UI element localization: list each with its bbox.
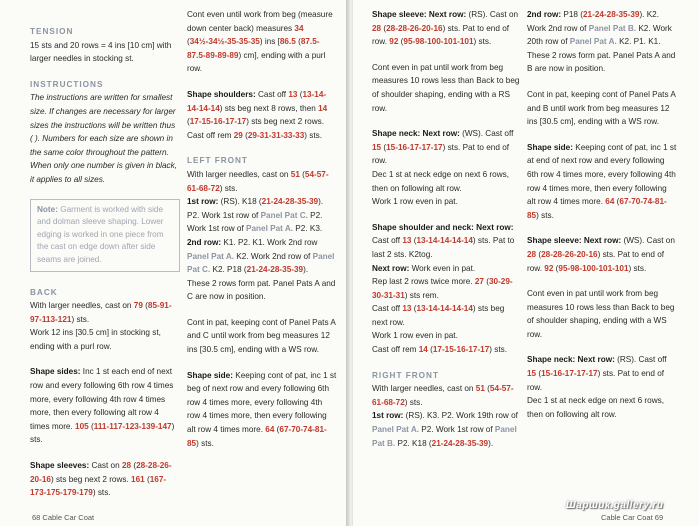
lf-neck-dec: Dec 1 st at neck edge on next 6 rows, then on following alt row. bbox=[372, 169, 509, 193]
size-number: 13 bbox=[402, 236, 412, 246]
size-number: 27 bbox=[474, 277, 484, 287]
instruction-text: ) cm], ending with a purl row. bbox=[187, 50, 326, 74]
step-label: Shape sleeves: bbox=[30, 461, 90, 471]
instruction-text: ) sts rem. bbox=[404, 290, 439, 300]
instruction-text: (RS). K18 ( bbox=[218, 197, 262, 207]
instruction-text: ) sts. bbox=[536, 210, 554, 220]
panel-pattern-ref: Panel Pat B. bbox=[372, 425, 517, 448]
size-number: 92 bbox=[544, 263, 554, 273]
panel-pattern-ref: Panel Pat A. bbox=[246, 224, 294, 234]
size-number: 28-28-26-20-16 bbox=[541, 249, 598, 259]
instruction-text: ) sts. bbox=[489, 345, 508, 355]
lf-shoulder-castoff bbox=[372, 234, 520, 261]
right-page-column-1 bbox=[372, 8, 520, 462]
rf-cont-even: Cont even in pat until work from beg measures 10 rows less than Back to beg of shoulder shaping, ending with a WS row. bbox=[527, 289, 675, 339]
instruction-text: K2. P1. K1. bbox=[616, 37, 661, 47]
step-label: Shape sides: bbox=[30, 367, 81, 377]
lf-shoulder-rep bbox=[372, 275, 520, 302]
instruction-text: ( bbox=[144, 474, 150, 484]
step-label: Shape sleeve: Next row: bbox=[527, 236, 622, 246]
instruction-text: Cast off bbox=[372, 304, 403, 314]
instruction-text: ( bbox=[274, 425, 280, 435]
lf-row-1 bbox=[187, 195, 337, 236]
instruction-text: Rep last 2 rows twice more. bbox=[372, 277, 475, 287]
instruction-text: (RS). Cast off bbox=[614, 355, 667, 365]
size-number: 14 bbox=[418, 345, 428, 355]
instruction-text: ( bbox=[427, 345, 433, 355]
note-box bbox=[30, 199, 180, 272]
instruction-text: ( bbox=[242, 130, 248, 140]
instruction-text: ( bbox=[295, 37, 301, 47]
lf-shape-side bbox=[187, 369, 337, 451]
size-number: 161 bbox=[131, 474, 145, 484]
instruction-text: ) sts beg next row. bbox=[372, 304, 505, 327]
step-label: Shape sleeve: Next row: bbox=[372, 10, 467, 19]
instruction-text: ) sts. bbox=[30, 421, 175, 445]
instruction-text: P2. Work 1st row of bbox=[187, 210, 323, 234]
panel-pattern-ref: Panel Pat A. bbox=[372, 425, 420, 435]
instruction-text: With larger needles, cast on bbox=[372, 384, 476, 394]
size-number: 21-24-28-35-39 bbox=[246, 265, 304, 275]
instruction-text: ( bbox=[398, 37, 404, 47]
instruction-text: ) sts beg next 2 rows. bbox=[50, 474, 132, 484]
instruction-text: K2. Work 20th row of bbox=[527, 23, 672, 47]
left-page-folio: 68 Cable Car Coat bbox=[32, 513, 95, 522]
size-number: 85-91-97-113-121 bbox=[30, 301, 172, 324]
size-number: 105 bbox=[75, 421, 89, 431]
instruction-text: ( bbox=[484, 384, 490, 394]
rf-row-1 bbox=[372, 409, 520, 450]
size-number: 51 bbox=[475, 384, 485, 394]
size-number: 95-98-100-101-101 bbox=[403, 37, 474, 47]
tension-heading: TENSION bbox=[30, 27, 74, 36]
size-number: 64 bbox=[605, 197, 615, 207]
instruction-text: ( bbox=[553, 263, 559, 273]
size-number: 67-70-74-81-85 bbox=[527, 197, 667, 220]
size-number: 15-16-17-17-17 bbox=[386, 142, 443, 152]
instruction-text: (WS). Cast on bbox=[621, 236, 675, 246]
instruction-text: With larger needles, cast on bbox=[30, 301, 134, 311]
instruction-text: P2. K3. bbox=[293, 224, 323, 234]
step-label: Shape neck: Next row: bbox=[372, 129, 460, 139]
size-number: 87.5-87.5-89-89-89 bbox=[187, 37, 320, 60]
size-number: 28 bbox=[372, 23, 382, 33]
size-number: 15 bbox=[527, 369, 537, 379]
instruction-text: Cast on bbox=[89, 461, 122, 471]
step-label: 2nd row: bbox=[527, 10, 562, 19]
size-number: 34 bbox=[294, 23, 304, 33]
step-label: 2nd row: bbox=[187, 237, 222, 247]
size-number: 86.5 bbox=[279, 37, 296, 47]
size-number: 34½-34½-35-35-35 bbox=[189, 37, 260, 47]
right-front-heading: RIGHT FRONT bbox=[372, 370, 439, 380]
size-number: 54-57-61-68-72 bbox=[372, 384, 514, 407]
size-number: 92 bbox=[389, 37, 399, 47]
instruction-text: ( bbox=[381, 142, 387, 152]
size-number: 21-24-28-35-39 bbox=[431, 438, 489, 448]
size-number: 14 bbox=[318, 103, 328, 113]
instruction-text: ( bbox=[536, 369, 542, 379]
instruction-text: With larger needles, cast on bbox=[187, 169, 291, 179]
instruction-text: ) sts. bbox=[219, 183, 238, 193]
right-page-column-2 bbox=[527, 8, 677, 433]
instruction-text: Cast off bbox=[255, 89, 289, 99]
size-number: 13-14-14-14-14 bbox=[187, 89, 327, 113]
instruction-text: ). K2. Work 2nd row of bbox=[527, 10, 660, 33]
back-shape-shoulders bbox=[187, 88, 337, 142]
size-number: 13-14-14-14-14 bbox=[416, 304, 473, 314]
size-number: 30-29-30-31-31 bbox=[372, 277, 513, 300]
step-label: Shape side: bbox=[527, 142, 573, 152]
instruction-text: ( bbox=[411, 236, 417, 246]
lf-rows-note: These 2 rows form pat. Panel Pats A and C are now in position. bbox=[187, 278, 336, 302]
lf-cast-on bbox=[187, 168, 337, 195]
lf-shoulder-next bbox=[372, 262, 520, 276]
size-number: 111-117-123-139-147 bbox=[93, 421, 172, 431]
size-number: 21-24-28-35-39 bbox=[582, 10, 640, 19]
left-page-column-1 bbox=[30, 8, 180, 512]
rf-cast-on bbox=[372, 382, 520, 409]
lf-shape-sleeve bbox=[372, 8, 520, 49]
size-number: 67-70-74-81-85 bbox=[187, 425, 327, 448]
left-front-heading: LEFT FRONT bbox=[187, 156, 248, 166]
rf-neck-dec: Dec 1 st at neck edge on next 6 rows, then on following alt row. bbox=[527, 396, 664, 419]
instruction-text: ) sts. bbox=[628, 263, 647, 273]
size-number: 64 bbox=[265, 425, 275, 435]
rf-shape-sleeve bbox=[527, 234, 677, 275]
instruction-text: Inc 1 st each end of next row and every following 6th row 4 times more, every following 4th row 4 times more, then every following alt row 4 times more. bbox=[30, 367, 174, 431]
size-number: 13 bbox=[402, 304, 412, 314]
size-number: 28 bbox=[121, 461, 132, 471]
panel-pattern-ref: Panel Pat C. bbox=[187, 251, 335, 275]
size-number: 54-57-61-68-72 bbox=[187, 169, 329, 193]
instruction-text: K1. P2. K1. Work 2nd row bbox=[221, 237, 318, 247]
instructions-text: The instructions are written for smallest size. If changes are necessary for larger sizes the instructions will be written thus ( ). Numbers for each size are shown in the same color throughout the pattern. When only one number is given in black, it applies to all sizes. bbox=[30, 93, 177, 184]
size-number: 95-98-100-101-101 bbox=[558, 263, 629, 273]
step-label: Shape shoulder and neck: Next row: bbox=[372, 222, 514, 232]
instruction-text: ) sts. Pat to end of row. bbox=[527, 369, 665, 392]
instruction-text: ) sts. bbox=[92, 488, 111, 498]
instruction-text: ). bbox=[488, 438, 494, 448]
instruction-text: ). P2. Work 1st row of bbox=[187, 197, 324, 220]
instruction-text: ) sts. bbox=[404, 397, 423, 407]
size-number: 17-15-16-17-17 bbox=[189, 117, 247, 127]
instruction-text: ) sts. Pat to last 2 sts. K2tog. bbox=[372, 236, 515, 259]
instruction-text: (WS). Cast off bbox=[459, 129, 514, 139]
size-number: 28-28-26-20-16 bbox=[386, 23, 443, 33]
instruction-text: ) sts beg next 2 rows. Cast off rem bbox=[187, 117, 325, 140]
size-number: 15-16-17-17-17 bbox=[541, 369, 598, 379]
step-label: Next row: bbox=[372, 263, 410, 273]
size-number: 15 bbox=[372, 142, 382, 152]
size-number: 13-14-14-14-14 bbox=[416, 236, 473, 246]
instruction-text: ) sts. bbox=[71, 314, 90, 324]
rf-shape-neck bbox=[527, 353, 677, 394]
lf-neck-work: Work 1 row even in pat. bbox=[372, 197, 458, 207]
instruction-text: Work even in pat. bbox=[409, 263, 476, 273]
back-cast-on bbox=[30, 299, 180, 326]
size-number: 167-173-175-179-179 bbox=[30, 474, 167, 498]
instruction-text: ) sts. Pat to end of row. bbox=[527, 249, 665, 273]
instruction-text: ( bbox=[187, 117, 190, 127]
instructions-heading: INSTRUCTIONS bbox=[30, 79, 104, 89]
instruction-text: P2. Work 1st row of bbox=[419, 425, 495, 435]
instruction-text: ( bbox=[131, 461, 137, 471]
instruction-text: K2. P18 ( bbox=[210, 265, 247, 275]
lf-shoulder-neck-title bbox=[372, 221, 520, 235]
instruction-text: ( bbox=[88, 421, 94, 431]
back-heading: BACK bbox=[30, 287, 58, 297]
lf-shape-neck bbox=[372, 127, 520, 168]
rf-cont-pat: Cont in pat, keeping cont of Panel Pats A and B until work from beg measures 12 ins [30.5 cm], ending with a WS row. bbox=[527, 89, 676, 127]
instruction-text: Cast off bbox=[372, 236, 403, 246]
lf-shoulder-work: Work 1 row even in pat. bbox=[372, 331, 458, 341]
panel-pattern-ref: Panel Pat A. bbox=[569, 37, 617, 47]
rf-shape-side bbox=[527, 141, 677, 223]
instruction-text: ) sts beg next 8 rows, then bbox=[219, 103, 319, 113]
right-page-folio: Cable Car Coat 69 bbox=[601, 513, 664, 522]
note-text: Garment is worked with side and dolman sleeve shaping. Lower edging is worked in one piece from the cast on edge down after side seams are joined. bbox=[37, 204, 164, 264]
instruction-text: ) ins [ bbox=[259, 37, 280, 47]
instruction-text: K2. Work 2nd row of bbox=[234, 251, 313, 261]
instruction-text: ) sts. Pat to end of row. bbox=[372, 142, 510, 166]
instruction-text: ) sts. bbox=[304, 130, 323, 140]
instruction-text: ). bbox=[303, 265, 309, 275]
instruction-text: ( bbox=[614, 197, 620, 207]
note-label: Note: bbox=[37, 204, 58, 214]
instruction-text: P2. K18 ( bbox=[395, 438, 432, 448]
instruction-text: ) sts. bbox=[196, 438, 214, 448]
back-shape-sides bbox=[30, 365, 180, 447]
size-number: 29-31-31-33-33 bbox=[247, 130, 305, 140]
size-number: 28-28-26-20-16 bbox=[30, 461, 172, 484]
instruction-text: ( bbox=[297, 89, 303, 99]
lf-shoulder-castoff-2 bbox=[372, 302, 520, 329]
lf-cont-pat: Cont in pat, keeping cont of Panel Pats A and C until work from beg measures 12 ins [30.5 cm], ending with a WS row. bbox=[187, 317, 336, 355]
lf-cont-even: Cont even in pat until work from beg measures 10 rows less than Back to beg of shoulder shaping, ending with a RS row. bbox=[372, 62, 520, 113]
back-cont-even bbox=[187, 8, 337, 76]
size-number: 51 bbox=[290, 169, 300, 179]
instruction-text: ( bbox=[536, 249, 542, 259]
size-number: 21-24-28-35-39 bbox=[261, 197, 319, 207]
instruction-text: P18 ( bbox=[561, 10, 583, 19]
instruction-text: (RS). K3. P2. Work 19th row of bbox=[403, 411, 518, 421]
step-label: Shape side: bbox=[187, 370, 233, 380]
instruction-text: Cast off rem bbox=[372, 345, 419, 355]
rf-row-2 bbox=[527, 8, 677, 49]
step-label: 1st row: bbox=[187, 197, 219, 207]
watermark-text: Шаршик.gallery.ru bbox=[566, 500, 664, 511]
size-number: 13 bbox=[288, 89, 298, 99]
panel-pattern-ref: Panel Pat C. bbox=[260, 210, 308, 220]
size-number: 79 bbox=[133, 301, 143, 311]
back-stocking-st: Work 12 ins [30.5 cm] in stocking st, ending with a purl row. bbox=[30, 328, 161, 351]
instruction-text: Keeping cont of pat, inc 1 st beg of next row and every following 6th row 4 times more, every following 4th row 4 times more, then every following alt row 4 times more. bbox=[187, 370, 337, 435]
instruction-text: ( bbox=[142, 301, 148, 311]
instruction-text: Keeping cont of pat, inc 1 st at end of next row and every following 6th row 4 times more, every following 4th row 4 times more, then every following alt row 4 times more. bbox=[527, 142, 677, 207]
left-page-column-2 bbox=[187, 8, 337, 462]
instruction-text: ( bbox=[381, 23, 387, 33]
rf-rows-note: These 2 rows form pat. Panel Pats A and B are now in position. bbox=[527, 50, 676, 74]
step-label: 1st row: bbox=[372, 411, 404, 421]
lf-row-2 bbox=[187, 236, 337, 277]
instruction-text: Cont even until work from beg (measure down center back) measures bbox=[187, 10, 333, 33]
back-shape-sleeves bbox=[30, 459, 180, 500]
instruction-text: ( bbox=[483, 277, 489, 287]
panel-pattern-ref: Panel Pat B. bbox=[588, 23, 637, 33]
step-label: Shape shoulders: bbox=[187, 89, 256, 99]
instruction-text: ) sts. bbox=[473, 37, 492, 47]
lf-shoulder-castoff-rem bbox=[372, 343, 520, 357]
instruction-text: (RS). Cast on bbox=[466, 10, 519, 19]
instruction-text: ( bbox=[299, 169, 305, 179]
instruction-text: ) sts. Pat to end of row. bbox=[372, 23, 510, 47]
step-label: Shape neck: Next row: bbox=[527, 355, 615, 365]
size-number: 29 bbox=[233, 130, 243, 140]
panel-pattern-ref: Panel Pat A. bbox=[187, 251, 235, 261]
size-number: 17-15-16-17-17 bbox=[432, 345, 490, 355]
instruction-text: ( bbox=[411, 304, 417, 314]
tension-text: 15 sts and 20 rows = 4 ins [10 cm] with larger needles in stocking st. bbox=[30, 40, 172, 64]
size-number: 28 bbox=[527, 249, 537, 259]
instruction-text: ( bbox=[187, 37, 190, 47]
